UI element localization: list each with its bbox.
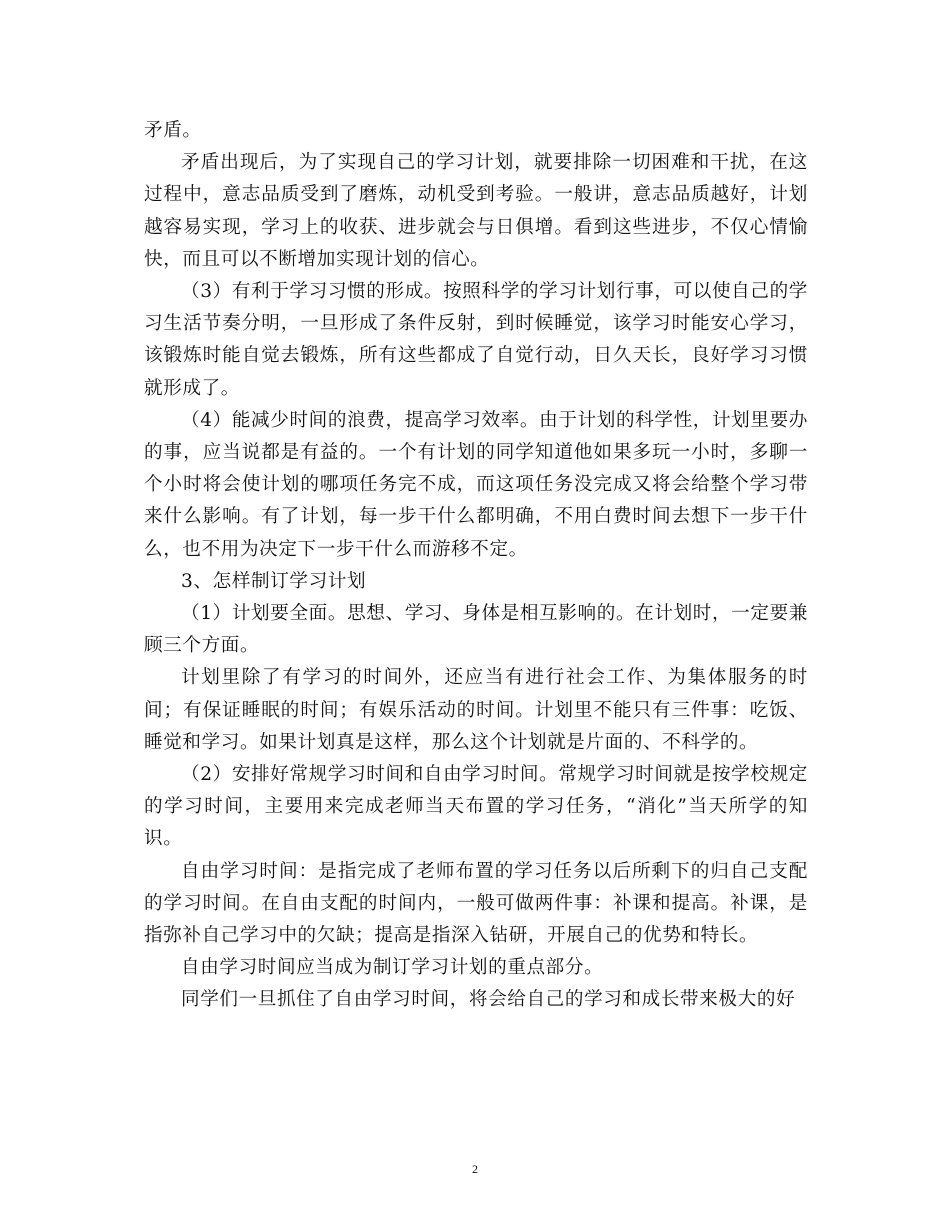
paragraph-2: 矛盾出现后，为了实现自己的学习计划，就要排除一切困难和干扰，在这过程中，意志品质受到了磨炼，动机受到考验。一般讲，意志品质越好，计划越容易实现，学习上的收获、进步就会与日俱增。看到这些进步，不仅心情愉快，而且可以不断增加实现计划的信心。 [144, 152, 808, 270]
paragraph-3: （3）有利于学习习惯的形成。按照科学的学习计划行事，可以使自己的学习生活节奏分明，一旦形成了条件反射，到时候睡觉，该学习时能安心学习，该锻炼时能自觉去锻炼，所有这些都成了自觉行动，日久天长，良好学习习惯就形成了。 [144, 281, 808, 399]
paragraph-7: （2）安排好常规学习时间和自由学习时间。常规学习时间就是按学校规定的学习时间，主要用来完成老师当天布置的学习任务，“消化”当天所学的知识。 [144, 764, 808, 850]
document-body [144, 115, 808, 1017]
paragraph-8: 自由学习时间：是指完成了老师布置的学习任务以后所剩下的归自己支配的学习时间。在自由支配的时间内，一般可做两件事：补课和提高。补课，是指弥补自己学习中的欠缺；提高是指深入钻研，开展自己的优势和特长。 [144, 860, 808, 947]
paragraph-4: （4）能减少时间的浪费，提高学习效率。由于计划的科学性，计划里要办的事，应当说都是有益的。一个有计划的同学知道他如果多玩一小时，多聊一个小时将会使计划的哪项任务完不成，而这项任务没完成又将会给整个学习带来什么影响。有了计划，每一步干什么都明确，不用白费时间去想下一步干什么，也不用为决定下一步干什么而游移不定。 [144, 409, 808, 560]
paragraph-5: （1）计划要全面。思想、学习、身体是相互影响的。在计划时，一定要兼顾三个方面。 [144, 603, 808, 657]
paragraph-1: 矛盾。 [144, 120, 202, 141]
section-heading: 3、怎样制订学习计划 [181, 570, 367, 592]
paragraph-6: 计划里除了有学习的时间外，还应当有进行社会工作、为集体服务的时间；有保证睡眠的时间；有娱乐活动的时间。计划里不能只有三件事：吃饭、睡觉和学习。如果计划真是这样，那么这个计划就是片面的、不科学的。 [144, 667, 808, 753]
paragraph-10: 同学们一旦抓住了自由学习时间，将会给自己的学习和成长带来极大的好 [181, 989, 796, 1011]
page-number: 2 [472, 1162, 478, 1176]
paragraph-9: 自由学习时间应当成为制订学习计划的重点部分。 [181, 957, 604, 979]
